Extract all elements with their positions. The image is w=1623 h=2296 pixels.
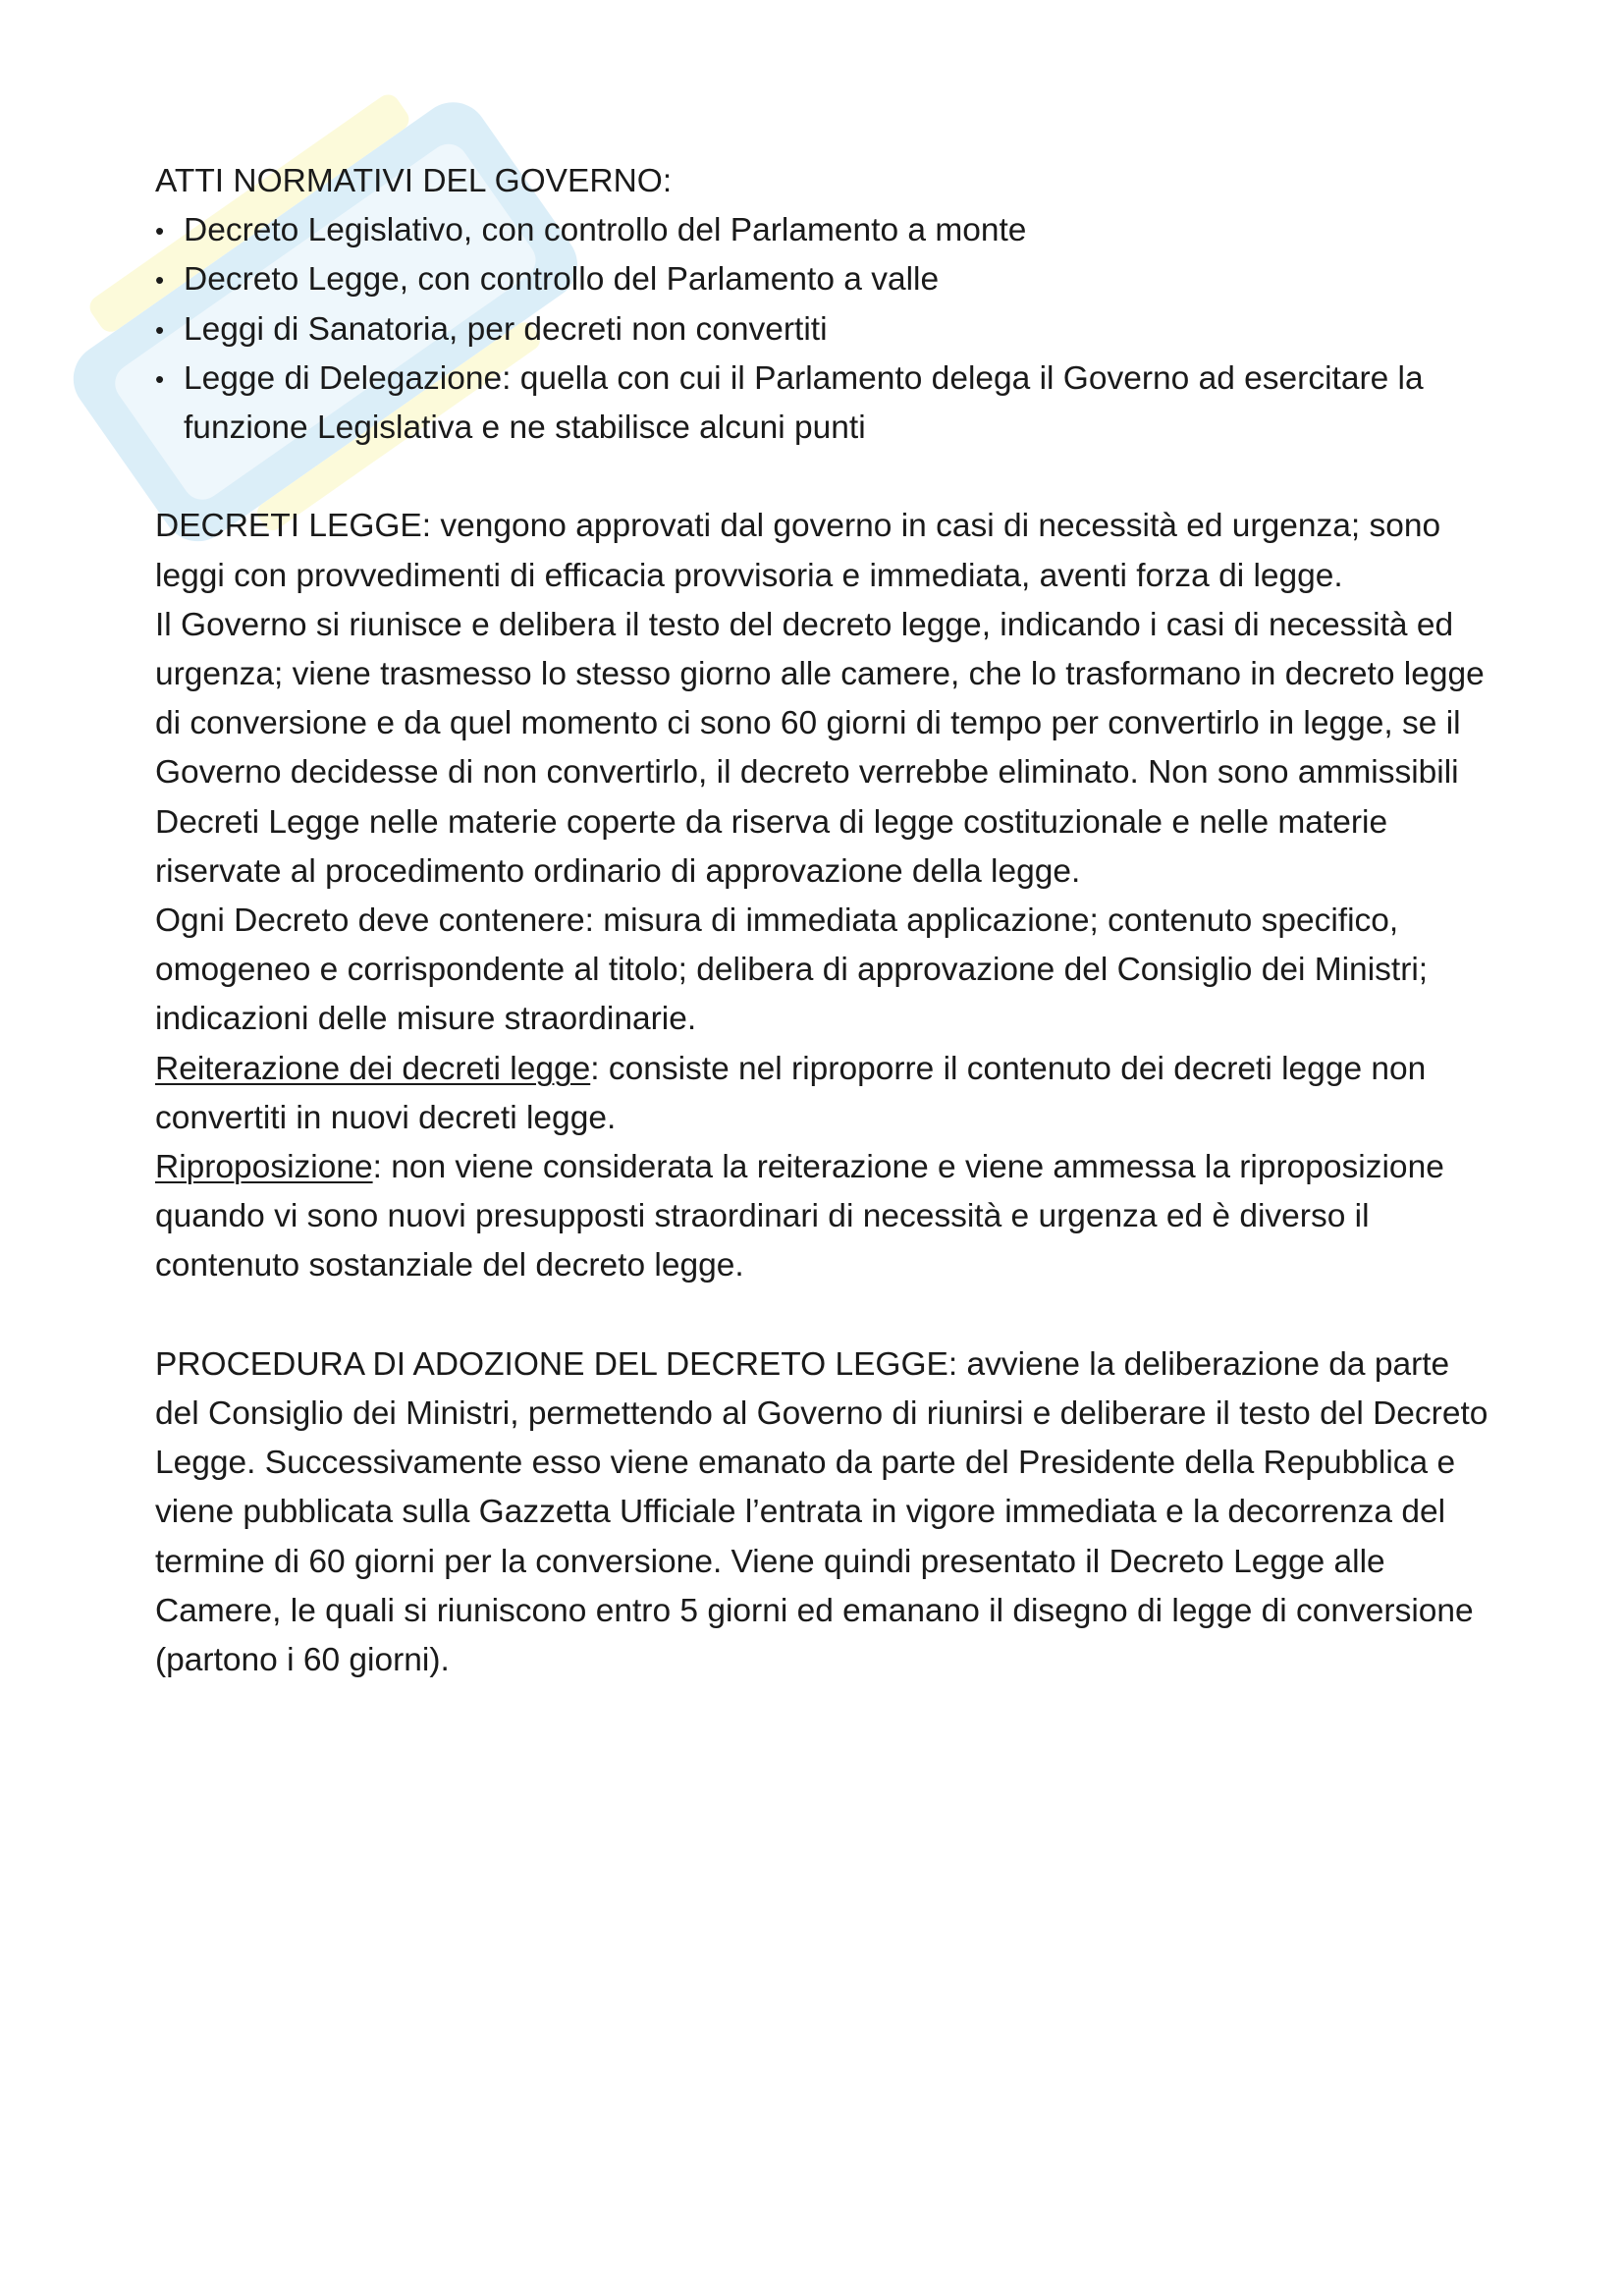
governo-paragraph: Il Governo si riunisce e delibera il testo del decreto legge, indicando i casi di necessità ed urgenza; viene trasmesso lo stesso giorno alle camere, che lo trasformano in decreto legge di conversione e da quel momento ci sono 60 giorni di tempo per convertirlo in legge, se il Governo decidesse di non convertirlo, il decreto verrebbe eliminato. Non sono ammissibili Decreti Legge nelle materie coperte da riserva di legge costituzionale e nelle materie riservate al procedimento ordinario di approvazione della legge. <box>155 606 1485 890</box>
spacer <box>155 1291 1490 1340</box>
reiterazione-term: Reiterazione dei decreti legge <box>155 1050 591 1087</box>
procedura-paragraph: PROCEDURA DI ADOZIONE DEL DECRETO LEGGE: avviene la deliberazione da parte del Consiglio dei Ministri, permettendo al Governo di riunirsi e deliberare il testo del Decreto Legge. Successivamente esso viene emanato da parte del Presidente della Repubblica e viene pubblicata sulla Gazzetta Ufficiale l’entrata in vigore immediata e la decorrenza del termine di 60 giorni per la conversione. Viene quindi presentato il Decreto Legge alle Camere, le quali si riuniscono entro 5 giorni ed emanano il disegno di legge di conversione (partono i 60 giorni). <box>155 1345 1488 1679</box>
list-item <box>155 355 1490 453</box>
list-item-text: Leggi di Sanatoria, per decreti non convertiti <box>184 310 828 348</box>
bullet-icon: • <box>155 363 165 394</box>
riproposizione-text: : non viene considerata la reiterazione e viene ammessa la riproposizione quando vi sono nuovi presupposti straordinari di necessità e urgenza ed è diverso il contenuto sostanziale del decreto legge. <box>155 1149 1444 1285</box>
reiterazione-paragraph <box>155 1045 1490 1143</box>
list-item <box>155 206 1490 255</box>
bullet-icon: • <box>155 216 165 246</box>
spacer <box>155 453 1490 502</box>
contenuto-paragraph: Ogni Decreto deve contenere: misura di immediata applicazione; contenuto specifico, omogeneo e corrispondente al titolo; delibera di approvazione del Consiglio dei Ministri; indicazioni delle misure straordinarie. <box>155 902 1429 1038</box>
document-body <box>155 157 1490 1685</box>
atti-list <box>155 206 1490 453</box>
list-item <box>155 305 1490 355</box>
reiterazione-text: : consiste nel riproporre il contenuto dei decreti legge non convertiti in nuovi decreti legge. <box>155 1050 1427 1136</box>
bullet-icon: • <box>155 314 165 345</box>
bullet-icon: • <box>155 265 165 296</box>
atti-heading: ATTI NORMATIVI DEL GOVERNO: <box>155 163 673 199</box>
riproposizione-paragraph <box>155 1143 1490 1291</box>
list-item-text: Decreto Legge, con controllo del Parlamento a valle <box>184 261 940 299</box>
riproposizione-term: Riproposizione <box>155 1149 373 1186</box>
list-item-text: Decreto Legislativo, con controllo del Parlamento a monte <box>184 212 1027 249</box>
decreti-legge-paragraph: DECRETI LEGGE: vengono approvati dal governo in casi di necessità ed urgenza; sono leggi con provvedimenti di efficacia provvisoria e immediata, aventi forza di legge. <box>155 508 1441 594</box>
list-item-text: Legge di Delegazione: quella con cui il Parlamento delega il Governo ad esercitare la funzione Legislativa e ne stabilisce alcuni punti <box>184 359 1424 447</box>
list-item <box>155 255 1490 304</box>
